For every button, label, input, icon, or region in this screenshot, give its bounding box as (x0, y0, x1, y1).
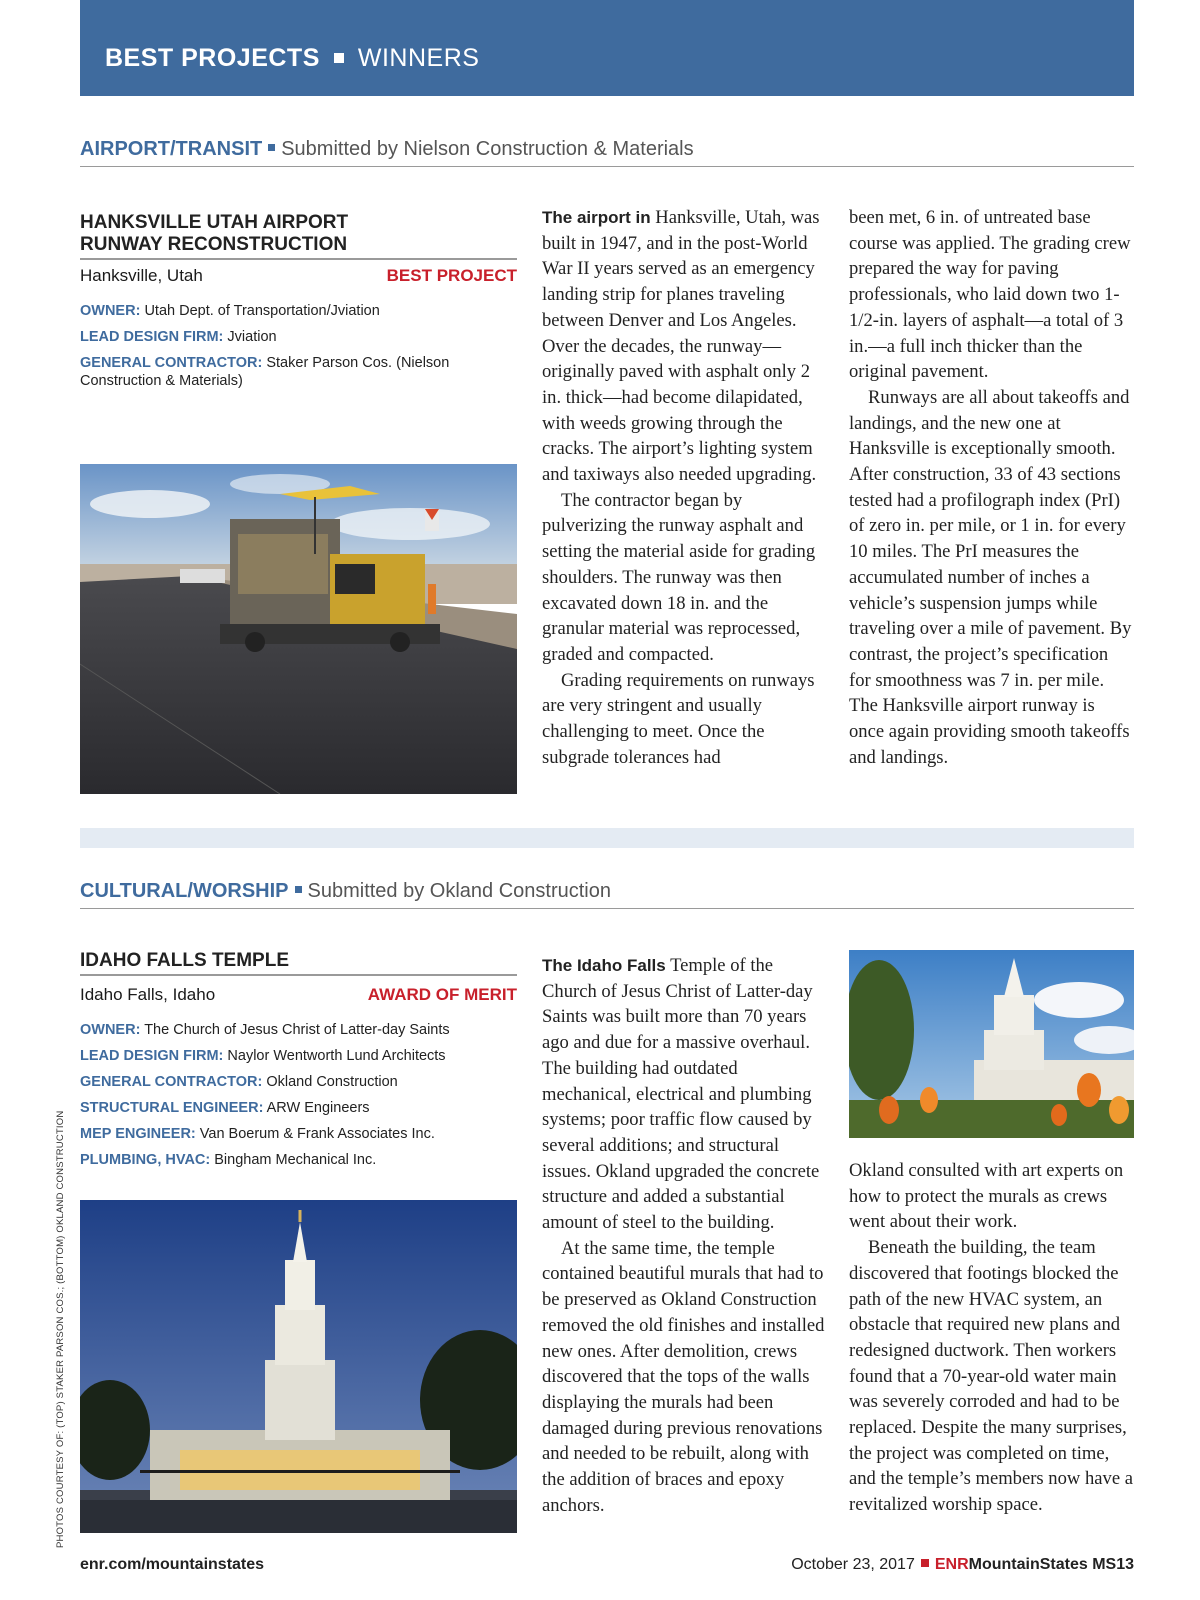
photo-credit: PHOTOS COURTESY OF: (TOP) STAKER PARSON COS.; (BOTTOM) OKLAND CONSTRUCTION (55, 1110, 66, 1548)
temple-night-image (80, 1200, 517, 1533)
airport-location-row (80, 266, 517, 286)
temple-night-photo (80, 1200, 517, 1533)
credit-structural-engineer: STRUCTURAL ENGINEER: ARW Engineers (80, 1100, 370, 1116)
footer-page-number: MS13 (1092, 1556, 1134, 1573)
credit-general-contractor: GENERAL CONTRACTOR: Staker Parson Cos. (Nielson Construction & Materials) (80, 355, 450, 389)
header-square-icon (334, 53, 344, 63)
airport-credits (80, 302, 517, 398)
airport-article-col1: The airport in Hanksville, Utah, was built in 1947, and in the post-World War II years served as an emergency landing strip for planes traveling between Denver and Los Angeles. Over the decades, the runway—originally paved with asphalt only 2 in. thick—had become dilapidated, with weeds growing through the cracks. The airport’s lighting system and taxiways also needed upgrading. The contractor began by pulverizing the runway asphalt and setting the material aside for grading shoulders. The runway was then excavated down 18 in. and the granular material was reprocessed, graded and compacted. Grading requirements on runways are very stringent and usually challenging to meet. Once the subgrade tolerances had (542, 207, 820, 768)
airport-submitted-by: Submitted by Nielson Construction & Materials (281, 138, 694, 160)
temple-lead-in: The Idaho Falls (542, 956, 666, 975)
section-title: BEST PROJECTS (105, 44, 320, 72)
temple-award: AWARD OF MERIT (367, 985, 517, 1004)
airport-project-title: HANKSVILLE UTAH AIRPORT RUNWAY RECONSTRUCTION (80, 212, 517, 260)
credit-lead-design-firm: LEAD DESIGN FIRM: Naylor Wentworth Lund Architects (80, 1048, 446, 1064)
footer-brand-rest: MountainStates (968, 1556, 1088, 1573)
section-subtitle: WINNERS (357, 44, 480, 72)
section-header (105, 44, 479, 73)
credit-owner: OWNER: Utah Dept. of Transportation/Jviation (80, 303, 380, 319)
temple-location: Idaho Falls, Idaho (80, 985, 216, 1004)
temple-tulips-image (849, 950, 1134, 1138)
temple-tulips-photo (849, 950, 1134, 1138)
airport-location: Hanksville, Utah (80, 266, 203, 285)
credit-general-contractor: GENERAL CONTRACTOR: Okland Construction (80, 1074, 398, 1090)
temple-category: CULTURAL/WORSHIP (80, 880, 289, 902)
footer-brand-enr: ENR (934, 1556, 969, 1573)
footer-date: October 23, 2017 (791, 1556, 915, 1573)
footer-folio (791, 1556, 1134, 1574)
credit-lead-design-firm: LEAD DESIGN FIRM: Jviation (80, 329, 277, 345)
temple-submitted-by: Submitted by Okland Construction (307, 880, 611, 902)
section-divider (80, 828, 1134, 848)
paving-machine-image (80, 464, 517, 794)
temple-section-heading (80, 880, 1134, 909)
temple-location-row (80, 985, 517, 1005)
airport-category: AIRPORT/TRANSIT (80, 138, 263, 160)
footer-url[interactable]: enr.com/mountainstates (80, 1556, 265, 1573)
airport-article-col2: been met, 6 in. of untreated base course was applied. The grading crew prepared the way for paving professionals, who laid down two 1-1/2-in. layers of asphalt—a total of 3 in.—a full inch thicker than the original pavement. Runways are all about takeoffs and landings, and the new one at Hanksville is exceptionally smooth. After construction, 33 of 43 sections tested had a profilograph index (PrI) of zero in. per mile, or 1 in. for every 10 miles. The PrI measures the accumulated number of inches a vehicle’s suspension jumps while traveling over a mile of pavement. By contrast, the project’s specification for smoothness was 7 in. per mile. The Hanksville airport runway is once again providing smooth takeoffs and landings. (849, 207, 1132, 768)
credit-owner: OWNER: The Church of Jesus Christ of Latter-day Saints (80, 1022, 450, 1038)
airport-section-heading (80, 138, 1134, 167)
category-square-icon (268, 144, 275, 151)
temple-article-col2: Okland consulted with art experts on how to protect the murals as crews went about their work. Beneath the building, the team discovered that footings blocked the path of the new HVAC system, an obstacle that required new plans and redesigned ductwork. Then workers found that a 70-year-old water main was severely corroded and had to be replaced. Despite the many surprises, the project was completed on time, and the temple’s members now have a revitalized worship space. (849, 1160, 1133, 1516)
credit-plumbing-hvac: PLUMBING, HVAC: Bingham Mechanical Inc. (80, 1152, 377, 1168)
airport-paving-photo (80, 464, 517, 794)
temple-article-col1: The Idaho Falls Temple of the Church of Jesus Christ of Latter-day Saints was built more than 70 years ago and due for a massive overhaul. The building had outdated mechanical, electrical and plumbing systems; poor traffic flow caused by several additions; and structural issues. Okland upgraded the concrete structure and added a substantial amount of steel to the building. At the same time, the temple contained beautiful murals that had to be preserved as Okland Construction removed the old finishes and installed new ones. After demolition, crews discovered that the tops of the walls displaying the murals had been damaged during previous renovations and needed to be rebuilt, along with the addition of braces and epoxy anchors. (542, 955, 825, 1516)
footer-square-icon (921, 1559, 929, 1567)
temple-credits (80, 1021, 517, 1177)
temple-project-title: IDAHO FALLS TEMPLE (80, 950, 517, 976)
credit-mep-engineer: MEP ENGINEER: Van Boerum & Frank Associates Inc. (80, 1126, 435, 1142)
airport-award: BEST PROJECT (386, 266, 517, 285)
category-square-icon (295, 886, 302, 893)
airport-lead-in: The airport in (542, 208, 651, 227)
